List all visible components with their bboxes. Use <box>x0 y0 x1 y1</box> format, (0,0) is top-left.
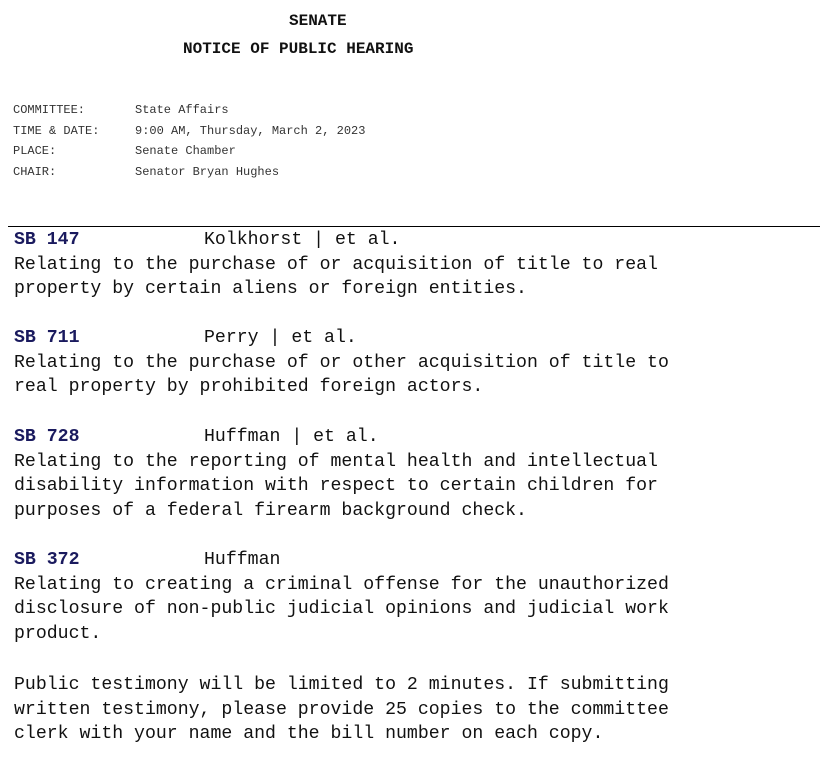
bill-caption: Relating to creating a criminal offense for the unauthorized disclosure of non-public judicial opinions and judicial work product. <box>14 574 669 644</box>
place-row <box>13 144 365 165</box>
place-value: Senate Chamber <box>135 144 236 158</box>
bill-author: Kolkhorst | et al. <box>204 230 401 250</box>
bill-author: Huffman <box>204 550 281 570</box>
committee-row <box>13 103 365 124</box>
committee-label: COMMITTEE: <box>13 103 86 117</box>
chamber-title: SENATE <box>289 12 347 30</box>
time-date-row <box>13 124 365 145</box>
meeting-details <box>13 103 365 185</box>
bill-caption: Relating to the reporting of mental health and intellectual disability information with respect to certain children for purposes of a federal firearm background check. <box>14 451 658 521</box>
bill-item <box>14 548 814 646</box>
place-label: PLACE: <box>13 144 57 158</box>
time-date-value: 9:00 AM, Thursday, March 2, 2023 <box>135 123 366 138</box>
bill-author: Perry | et al. <box>204 328 357 348</box>
chair-label: CHAIR: <box>13 164 57 179</box>
bill-caption: Relating to the purchase of or acquisition of title to real property by certain aliens or foreign entities. <box>14 254 658 299</box>
bill-number: SB 711 <box>14 328 80 348</box>
bill-item <box>14 228 814 302</box>
bill-author: Huffman | et al. <box>204 427 379 447</box>
bill-caption: Relating to the purchase of or other acquisition of title to real property by prohibited foreign actors. <box>14 352 669 397</box>
bill-number: SB 728 <box>14 427 80 447</box>
committee-value: State Affairs <box>135 103 229 117</box>
chair-row <box>13 165 365 186</box>
section-divider <box>8 226 820 227</box>
bill-item <box>14 326 814 400</box>
bill-number: SB 372 <box>14 550 80 570</box>
notice-title: NOTICE OF PUBLIC HEARING <box>183 40 414 58</box>
bill-item <box>14 425 814 523</box>
chair-value: Senator Bryan Hughes <box>135 164 280 179</box>
testimony-notice: Public testimony will be limited to 2 minutes. If submitting written testimony, please provide 25 copies to the committee clerk with your name and the bill number on each copy. <box>14 675 669 744</box>
time-date-label: TIME & DATE: <box>13 123 100 138</box>
bill-number: SB 147 <box>14 230 80 250</box>
